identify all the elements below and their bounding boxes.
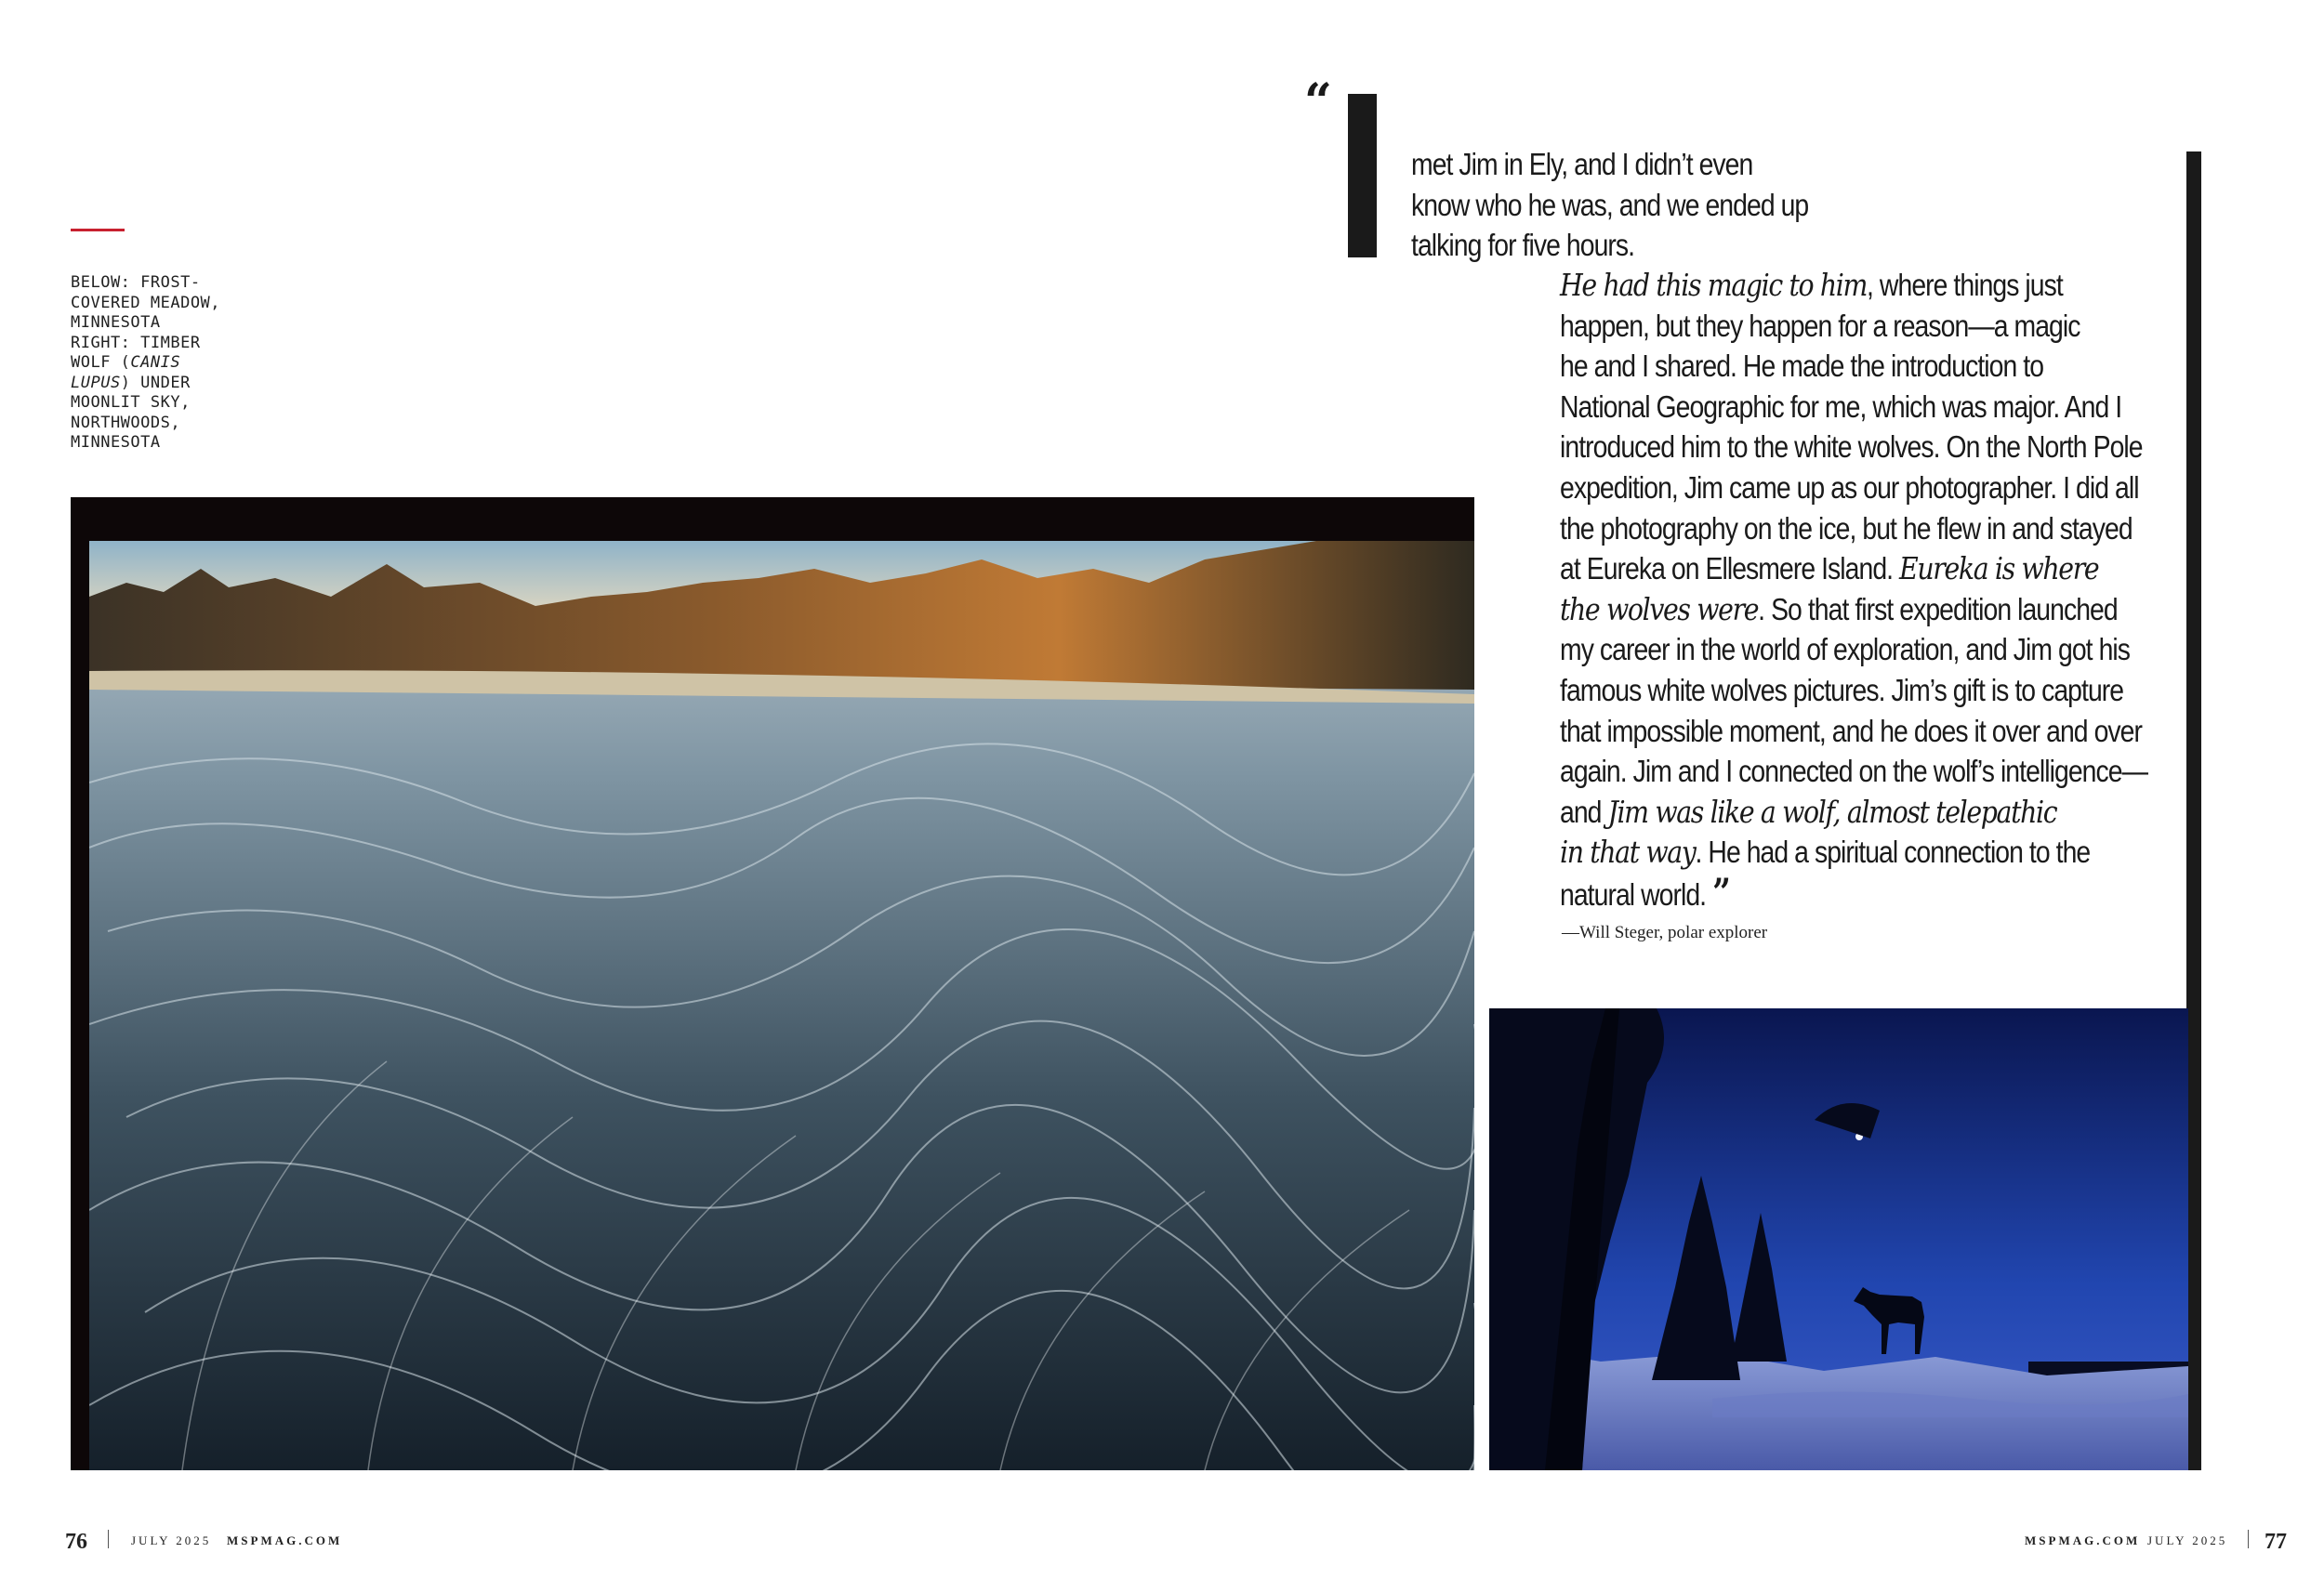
quote-line: at Eureka on Ellesmere Island. Eureka is where [1560,550,2099,587]
timber-wolf-photo [1489,1008,2188,1470]
quote-opening [1411,144,1808,266]
quote-line: natural world. ” [1560,870,1729,915]
quote-line: again. Jim and I connected on the wolf’s intelligence— [1560,754,2148,789]
vertical-rule [2186,151,2201,1470]
quote-line: expedition, Jim came up as our photographer. I did all [1560,469,2139,505]
caption-line: WOLF (CANIS [71,353,181,372]
dropcap-i [1348,94,1377,257]
caption-line: BELOW: FROST- [71,273,201,292]
quote-line: he and I shared. He made the introduction to [1560,349,2044,384]
quote-line: happen, but they happen for a reason—a magic [1560,308,2080,343]
quote-line: talking for five hours. [1411,228,1635,263]
quote-attribution: —Will Steger, polar explorer [1562,923,1768,942]
caption-species: LUPUS [71,373,121,392]
page-number-right: 77 [2265,1530,2287,1554]
quote-line: the photography on the ice, but he flew in and stayed [1560,510,2133,546]
caption-species: CANIS [130,353,181,372]
caption-rule [71,229,125,231]
caption-line: MINNESOTA [71,433,161,452]
page-number-left: 76 [65,1530,87,1554]
frost-meadow-photo [71,497,1474,1470]
frost-meadow-image [89,541,1474,1470]
quote-line: know who he was, and we ended up [1411,187,1809,222]
caption-line: COVERED MEADOW, [71,293,221,312]
timber-wolf-image [1489,1008,2188,1470]
folio-site-left: MSPMAG.COM [227,1533,343,1547]
quote-line: the wolves were. So that first expedition launched [1560,590,2118,627]
quote-line: and Jim was like a wolf, almost telepathic [1560,793,2057,830]
quote-line: He had this magic to him, where things just [1560,267,2063,303]
folio-date-right: JULY 2025 [2147,1533,2228,1547]
quote-line: my career in the world of exploration, and Jim got his [1560,632,2131,667]
folio-site-right: MSPMAG.COM [2025,1533,2141,1547]
close-quote-mark: ” [1712,870,1729,915]
quote-line: met Jim in Ely, and I didn’t even [1411,147,1753,181]
quote-line: that impossible moment, and he does it over and over [1560,713,2142,748]
folio-date-left: JULY 2025 [131,1533,212,1547]
caption-line: MINNESOTA [71,313,161,332]
photo-caption [71,273,247,454]
quote-line: famous white wolves pictures. Jim’s gift is to capture [1560,672,2124,707]
quote-line: in that way. He had a spiritual connection to the [1560,834,2091,871]
caption-line: NORTHWOODS, [71,413,181,432]
quote-line: introduced him to the white wolves. On the North Pole [1560,429,2143,465]
caption-line: LUPUS) UNDER [71,373,191,392]
quote-line: National Geographic for me, which was major. And I [1560,388,2122,424]
folio-divider [2248,1530,2249,1548]
caption-line: RIGHT: TIMBER [71,333,201,352]
open-quote-mark: “ [1304,73,1332,130]
quote-body [1560,265,2147,915]
folio-divider [108,1530,109,1548]
caption-line: MOONLIT SKY, [71,393,191,412]
